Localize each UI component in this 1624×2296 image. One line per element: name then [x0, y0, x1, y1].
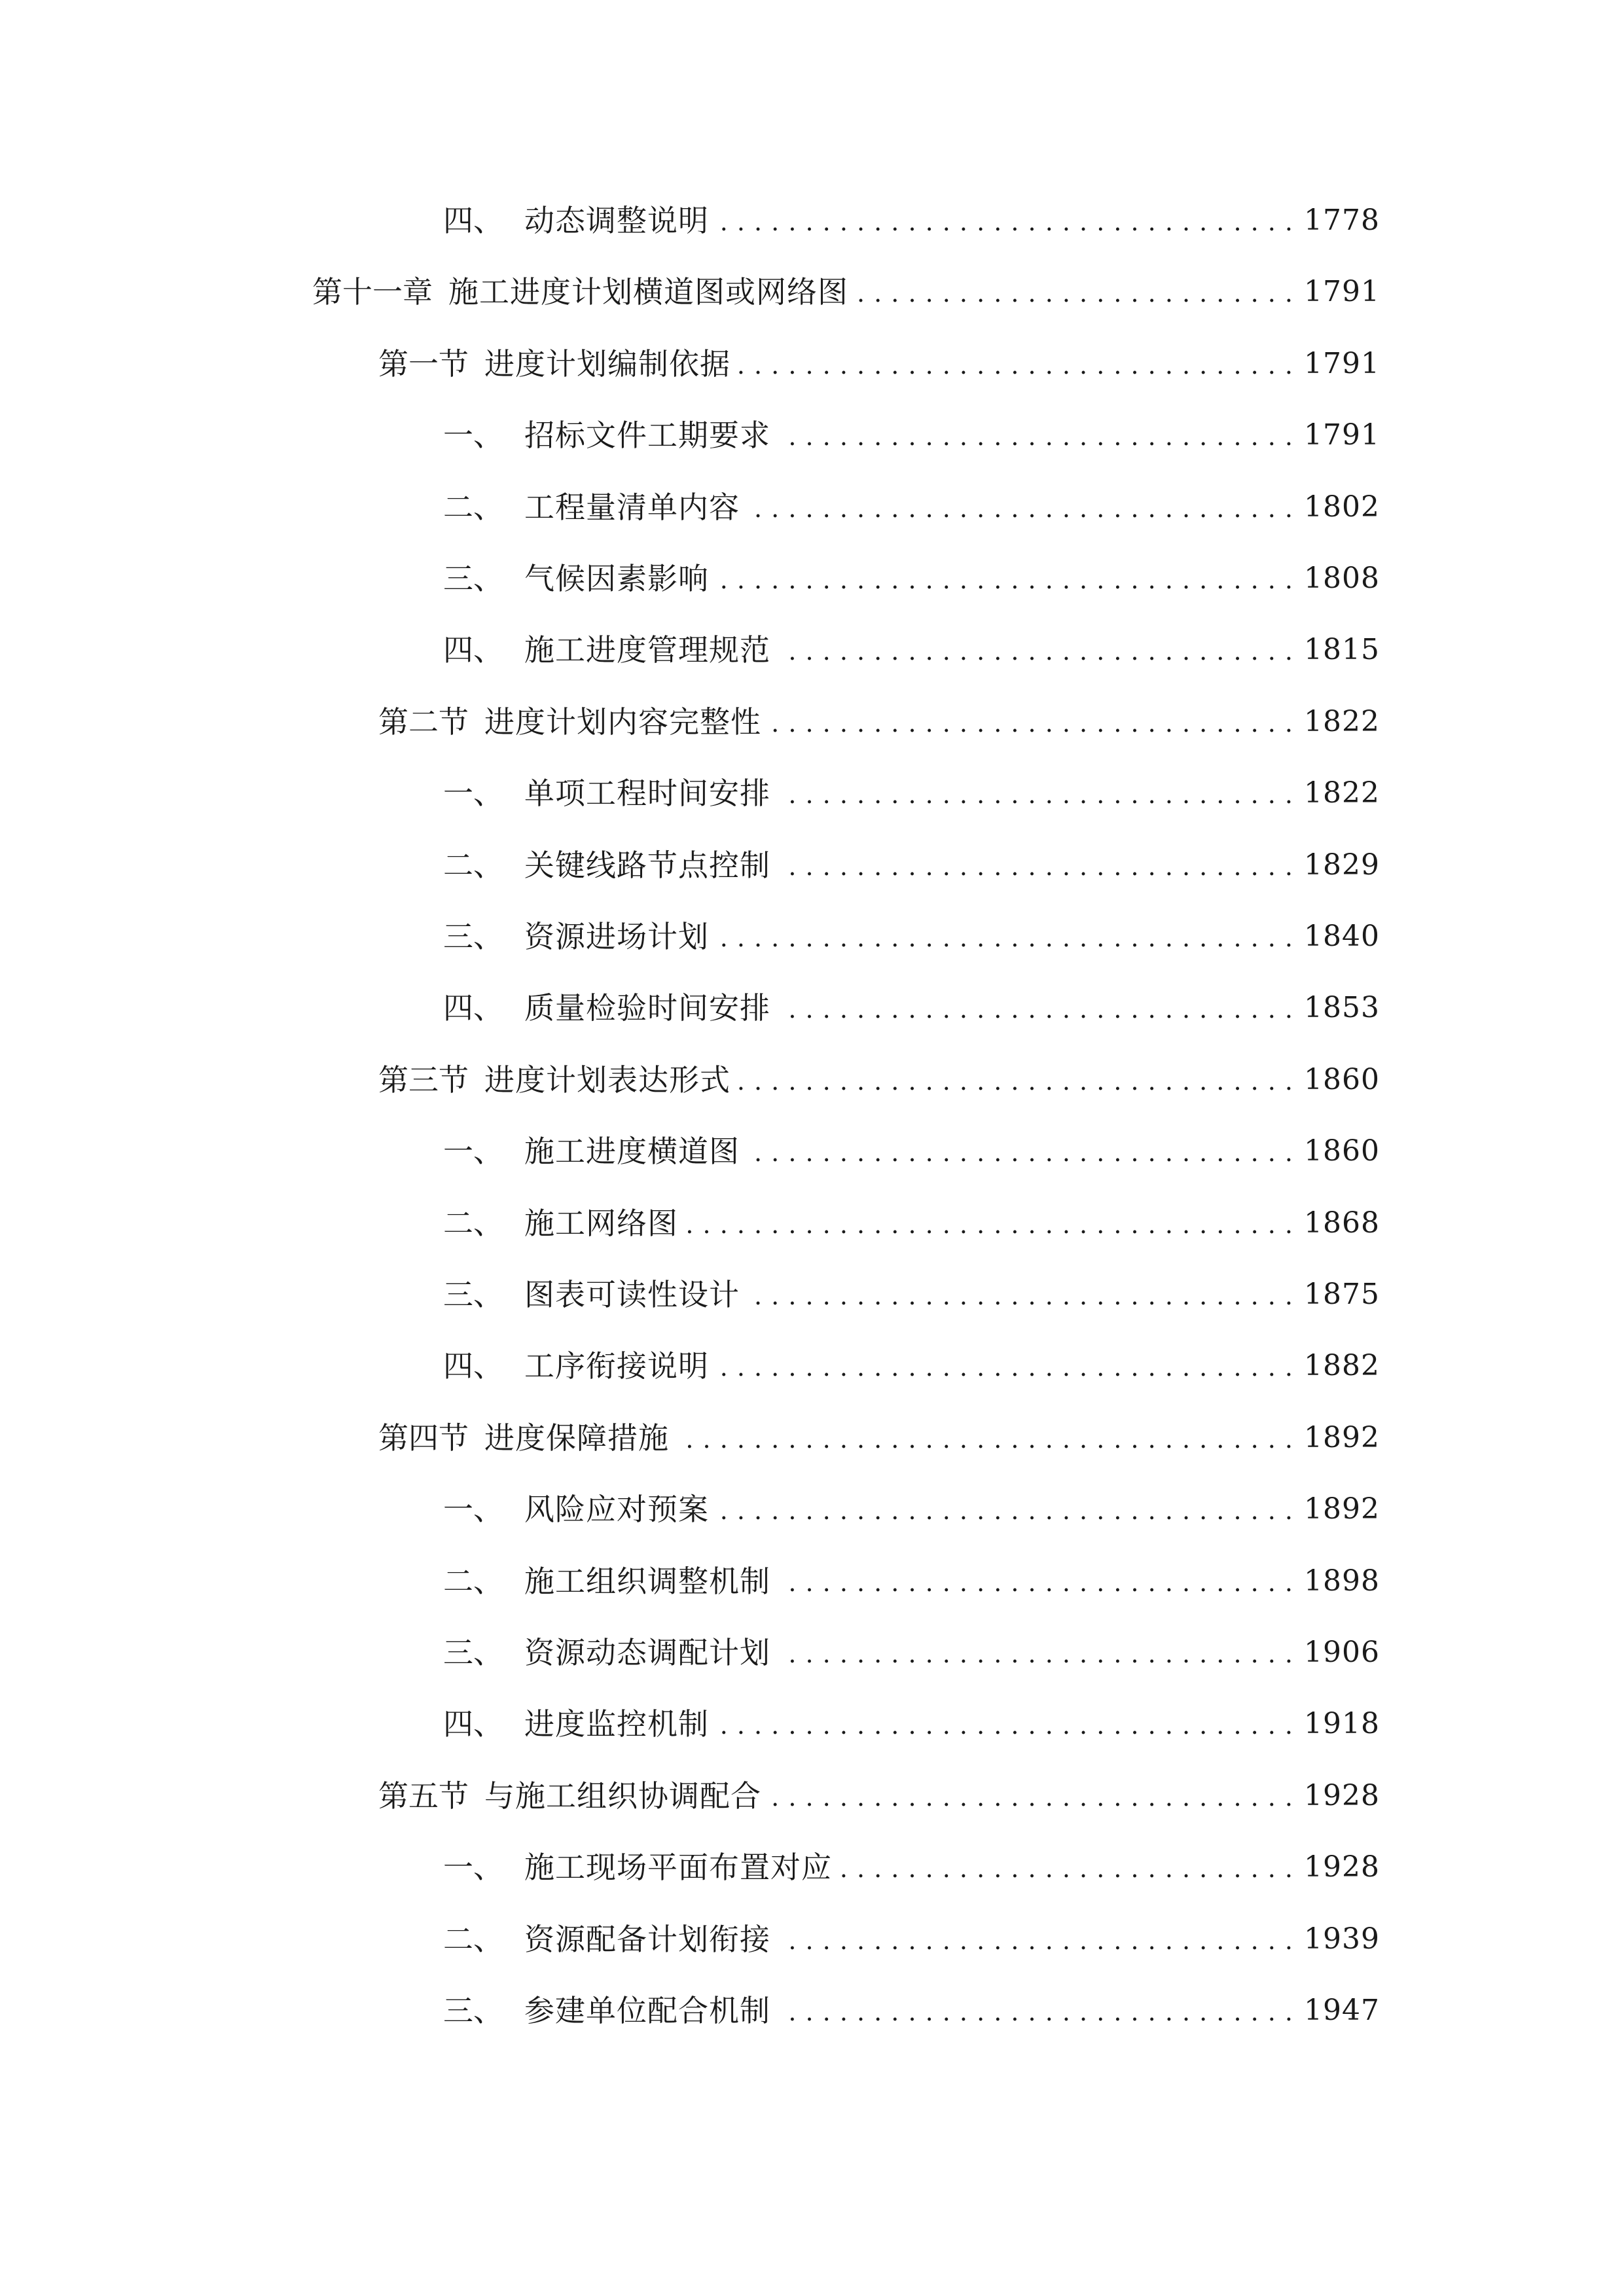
toc-entry-title: 施工组织调整机制 [524, 1564, 770, 1599]
toc-dot-leader [738, 1054, 1293, 1106]
toc-entry[interactable] [378, 696, 1380, 748]
toc-entry-title: 参建单位配合机制 [524, 1993, 770, 2028]
toc-entry-number: 二、 [443, 1922, 503, 1957]
toc-entry-page-number: 1791 [1304, 347, 1380, 380]
toc-entry-page-number: 1882 [1304, 1349, 1380, 1382]
toc-entry-title: 资源配备计划衔接 [524, 1922, 770, 1957]
toc-entry[interactable] [378, 1054, 1380, 1106]
toc-entry-page-number: 1778 [1304, 204, 1380, 237]
toc-entry[interactable] [443, 1483, 1380, 1535]
toc-entry-page-number: 1860 [1304, 1063, 1380, 1096]
toc-entry-number: 四、 [443, 632, 503, 668]
toc-dot-leader [778, 839, 1293, 891]
toc-entry[interactable] [378, 1412, 1380, 1464]
toc-entry-page-number: 1892 [1304, 1492, 1380, 1526]
toc-entry-number: 第一节 [378, 346, 469, 382]
toc-entry-title: 工序衔接说明 [524, 1348, 709, 1384]
toc-entry[interactable] [443, 481, 1380, 533]
toc-entry-title: 进度保障措施 [484, 1420, 669, 1456]
toc-dot-leader [778, 1913, 1293, 1965]
toc-entry-page-number: 1860 [1304, 1134, 1380, 1168]
toc-entry[interactable] [443, 910, 1380, 963]
toc-entry-number: 第五节 [378, 1778, 469, 1814]
toc-dot-leader [748, 1125, 1293, 1177]
toc-entry-number: 三、 [443, 919, 503, 954]
toc-entry-number: 四、 [443, 203, 503, 238]
toc-entry-page-number: 1808 [1304, 562, 1380, 595]
toc-entry[interactable] [443, 409, 1380, 461]
toc-dot-leader [778, 767, 1293, 819]
toc-dot-leader [677, 1412, 1293, 1464]
toc-entry-title: 施工进度计划横道图或网络图 [448, 274, 848, 310]
toc-dot-leader [717, 1340, 1293, 1392]
toc-entry-title: 进度计划编制依据 [484, 346, 731, 382]
toc-entry-page-number: 1906 [1304, 1636, 1380, 1669]
toc-dot-leader [856, 266, 1293, 318]
toc-entry-title: 进度监控机制 [524, 1706, 709, 1742]
toc-entry-number: 三、 [443, 1635, 503, 1670]
toc-entry-page-number: 1892 [1304, 1421, 1380, 1454]
toc-entry-title: 进度计划内容完整性 [484, 704, 761, 740]
toc-entry-page-number: 1791 [1304, 275, 1380, 308]
toc-entry-title: 施工进度横道图 [524, 1134, 740, 1169]
toc-entry[interactable] [443, 1698, 1380, 1750]
toc-entry-page-number: 1875 [1304, 1278, 1380, 1311]
toc-entry[interactable] [443, 552, 1380, 605]
toc-entry-number: 一、 [443, 1134, 503, 1169]
toc-dot-leader [778, 624, 1293, 676]
toc-dot-leader [738, 338, 1293, 390]
toc-entry-number: 第四节 [378, 1420, 469, 1456]
toc-entry-title: 关键线路节点控制 [524, 848, 770, 883]
toc-entry-page-number: 1791 [1304, 418, 1380, 452]
toc-entry-number: 三、 [443, 1277, 503, 1312]
toc-entry-number: 一、 [443, 1492, 503, 1527]
toc-entry-number: 一、 [443, 776, 503, 811]
toc-entry[interactable] [443, 767, 1380, 819]
toc-entry-number: 四、 [443, 1348, 503, 1384]
toc-entry[interactable] [443, 1125, 1380, 1177]
toc-entry-page-number: 1947 [1304, 1994, 1380, 2027]
toc-dot-leader [717, 194, 1293, 247]
toc-entry[interactable] [443, 624, 1380, 676]
toc-entry-title: 与施工组织协调配合 [484, 1778, 761, 1814]
toc-entry[interactable] [443, 1555, 1380, 1607]
toc-entry-page-number: 1898 [1304, 1564, 1380, 1598]
toc-entry-page-number: 1853 [1304, 991, 1380, 1024]
toc-entry-number: 第二节 [378, 704, 469, 740]
toc-entry-title: 施工网络图 [524, 1206, 678, 1241]
toc-entry-title: 进度计划表达形式 [484, 1062, 731, 1098]
toc-entry[interactable] [378, 338, 1380, 390]
toc-entry[interactable] [312, 266, 1380, 318]
toc-dot-leader [748, 481, 1293, 533]
toc-entry-page-number: 1829 [1304, 848, 1380, 882]
toc-entry-page-number: 1928 [1304, 1779, 1380, 1812]
toc-dot-leader [686, 1197, 1293, 1249]
toc-entry-title: 资源进场计划 [524, 919, 709, 954]
toc-dot-leader [717, 552, 1293, 605]
toc-entry-title: 动态调整说明 [524, 203, 709, 238]
toc-entry-number: 一、 [443, 1850, 503, 1885]
toc-entry-number: 四、 [443, 1706, 503, 1742]
toc-entry-title: 招标文件工期要求 [524, 418, 770, 453]
toc-entry[interactable] [443, 1268, 1380, 1321]
toc-entry[interactable] [443, 1841, 1380, 1893]
toc-dot-leader [778, 982, 1293, 1034]
toc-entry-page-number: 1868 [1304, 1206, 1380, 1240]
toc-entry-number: 二、 [443, 1564, 503, 1599]
toc-entry-page-number: 1815 [1304, 633, 1380, 666]
toc-entry-page-number: 1802 [1304, 490, 1380, 524]
toc-entry-title: 质量检验时间安排 [524, 990, 770, 1026]
toc-entry-page-number: 1822 [1304, 776, 1380, 810]
toc-entry-number: 三、 [443, 1993, 503, 2028]
toc-entry-number: 二、 [443, 1206, 503, 1241]
toc-entry-number: 一、 [443, 418, 503, 453]
toc-dot-leader [769, 696, 1293, 748]
toc-entry[interactable] [443, 1984, 1380, 2037]
toc-entry-title: 工程量清单内容 [524, 490, 740, 525]
toc-dot-leader [778, 1555, 1293, 1607]
toc-entry-title: 风险应对预案 [524, 1492, 709, 1527]
toc-entry-number: 四、 [443, 990, 503, 1026]
toc-entry[interactable] [443, 1913, 1380, 1965]
toc-dot-leader [840, 1841, 1293, 1893]
toc-entry[interactable] [443, 1340, 1380, 1392]
toc-entry-title: 图表可读性设计 [524, 1277, 740, 1312]
toc-entry-number: 第三节 [378, 1062, 469, 1098]
toc-entry[interactable] [443, 982, 1380, 1034]
toc-dot-leader [778, 409, 1293, 461]
toc-dot-leader [717, 1483, 1293, 1535]
toc-entry[interactable] [378, 1770, 1380, 1822]
toc-entry-title: 资源动态调配计划 [524, 1635, 770, 1670]
toc-dot-leader [778, 1984, 1293, 2037]
toc-dot-leader [769, 1770, 1293, 1822]
toc-entry-title: 单项工程时间安排 [524, 776, 770, 811]
toc-entry-page-number: 1840 [1304, 920, 1380, 953]
toc-entry[interactable] [443, 194, 1380, 247]
toc-entry-title: 施工进度管理规范 [524, 632, 770, 668]
toc-entry-page-number: 1928 [1304, 1850, 1380, 1884]
toc-entry[interactable] [443, 1197, 1380, 1249]
toc-entry-number: 三、 [443, 561, 503, 596]
toc-entry-page-number: 1939 [1304, 1922, 1380, 1956]
toc-entry-number: 第十一章 [312, 274, 433, 310]
toc-dot-leader [717, 910, 1293, 963]
toc-entry-title: 施工现场平面布置对应 [524, 1850, 832, 1885]
toc-entry-page-number: 1918 [1304, 1707, 1380, 1740]
toc-dot-leader [717, 1698, 1293, 1750]
toc-entry-number: 二、 [443, 490, 503, 525]
toc-dot-leader [778, 1626, 1293, 1679]
toc-dot-leader [748, 1268, 1293, 1321]
toc-entry-title: 气候因素影响 [524, 561, 709, 596]
toc-entry-page-number: 1822 [1304, 705, 1380, 738]
toc-entry[interactable] [443, 1626, 1380, 1679]
toc-entry-number: 二、 [443, 848, 503, 883]
toc-entry[interactable] [443, 839, 1380, 891]
